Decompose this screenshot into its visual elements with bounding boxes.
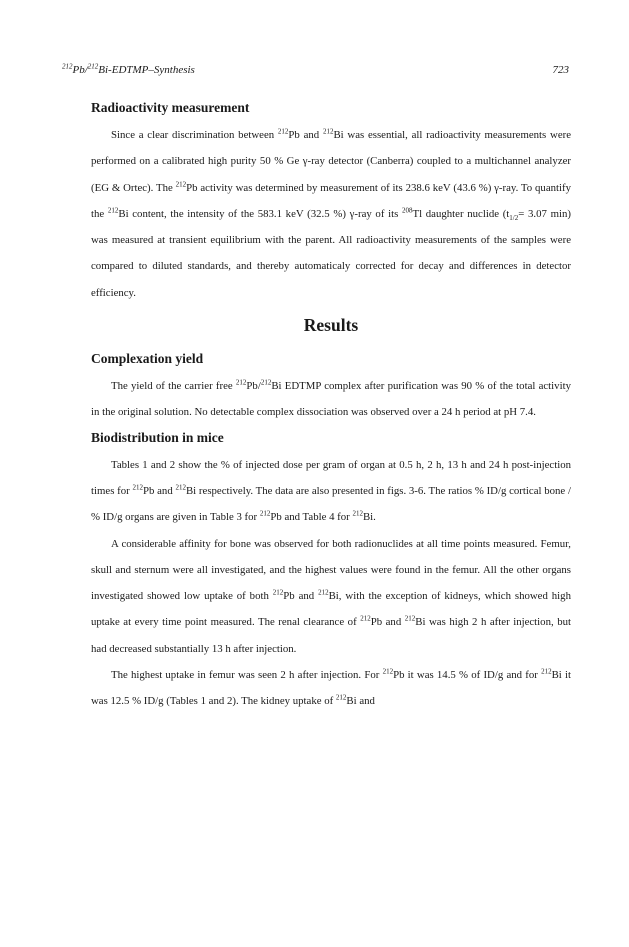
heading-complexation-yield: Complexation yield <box>91 351 204 367</box>
running-title: $^{212}$Pb/$^{212}$Bi-EDTMP–Synthesis <box>62 62 195 76</box>
running-head <box>62 64 569 80</box>
heading-radioactivity-measurement: Radioactivity measurement <box>91 100 250 115</box>
paragraph-biodistribution-3: The highest uptake in femur was seen 2 h after injection. For $^{212}$Pb it was 14.5 % of ID/g and for $^{212}$Bi it was 12.5 % ID/g (Tables 1 and 2). The kidney uptake of $^{212}$Bi and <box>91 667 571 708</box>
page-number: 723 <box>552 64 569 76</box>
body-content <box>91 99 571 715</box>
paragraph-complexation: The yield of the carrier free $^{212}$Pb/$^{212}$Bi EDTMP complex after purification was 90 % of the total activity in the original solution. No detectable complex dissociation was observed over a 24 h period at pH 7.4. <box>91 378 571 419</box>
paragraph-biodistribution-2: A considerable affinity for bone was observed for both radionuclides at all time points measured. Femur, skull and sternum were all investigated, and the highest values were found in the femur. All the other organs investigated showed low uptake of both $^{212}$Pb and $^{212}$Bi, with the exception of kidneys, which showed high uptake at every time point measured. The renal clearance of $^{212}$Pb and $^{212}$Bi was high 2 h after injection, but had decreased substantially 13 h after injection. <box>91 537 571 655</box>
paragraph-biodistribution-1: Tables 1 and 2 show the % of injected dose per gram of organ at 0.5 h, 2 h, 13 h and 24 h post-injection times for $^{212}$Pb and $^{212}$Bi respectively. The data are also presented in figs. 3-6. The ratios % ID/g cortical bone / % ID/g organs are given in Table 3 for $^{212}$Pb and Table 4 for $^{212}$Bi. <box>91 458 571 524</box>
paragraph-radioactivity: Since a clear discrimination between $^{212}$Pb and $^{212}$Bi was essential, all radioactivity measurements were performed on a calibrated high purity 50 % Ge γ-ray detector (Canberra) coupled to a multichannel analyzer (EG & Ortec). The $^{212}$Pb activity was determined by measurement of its 238.6 keV (43.6 %) γ-ray. To quantify the $^{212}$Bi content, the intensity of the 583.1 keV (32.5 %) γ-ray of its $^{208}$Tl daughter nuclide ($t_{1/2}= 3.07$ min) was measured at transient equilibrium with the parent. All radioactivity measurements of the samples were compared to diluted standards, and thereby automaticaly corrected for decay and differences in detector efficiency. <box>91 127 572 299</box>
heading-biodistribution-in-mice: Biodistribution in mice <box>91 429 224 445</box>
heading-results: Results <box>303 315 359 336</box>
